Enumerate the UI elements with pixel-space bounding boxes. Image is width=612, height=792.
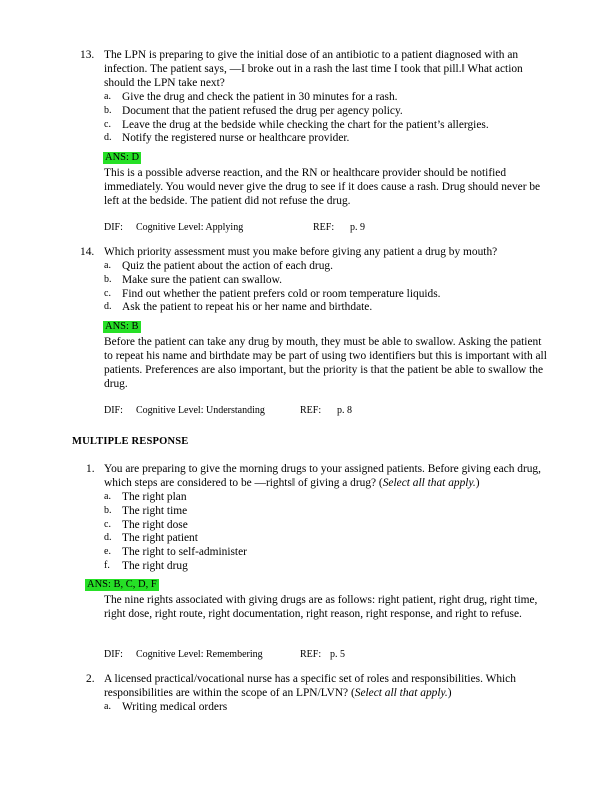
answer-highlight: ANS: D <box>105 152 140 163</box>
options-list <box>104 259 550 314</box>
option-c: c. The right dose <box>104 518 188 531</box>
rationale: This is a possible adverse reaction, and the RN or healthcare provider should be notified immediately. You would never give the drug to see if it does cause a rash. Drug should never be left at the bedside. The patient did not refuse the drug. <box>104 167 541 207</box>
question-stem: You are preparing to give the morning drugs to your assigned patients. Before giving each drug, which steps are considered to be —rights‖ of giving a drug? (Select all that apply.) <box>104 463 541 489</box>
ref-value: p. 9 <box>350 222 365 233</box>
option-d: d. Notify the registered nurse or healthcare provider. <box>104 132 350 145</box>
option-d: d. Ask the patient to repeat his or her name and birthdate. <box>104 301 373 314</box>
rationale: Before the patient can take any drug by mouth, they must be able to swallow. Asking the patient to repeat his name and birthdate may be part of using two identifiers but this is important with all patients. Preferences are also important, but the priority is that the patient be able to swallow the drug. <box>104 336 547 390</box>
ref-value: p. 8 <box>337 405 352 416</box>
option-a: a. Writing medical orders <box>104 701 228 713</box>
option-c: c. Leave the drug at the bedside while checking the chart for the patient’s allergies. <box>104 118 489 131</box>
dif-label: DIF: <box>104 649 123 660</box>
dif-value: Cognitive Level: Understanding <box>136 405 265 416</box>
options-list <box>104 700 550 714</box>
option-b: b. The right time <box>104 504 188 517</box>
ref-label: REF: <box>300 649 322 660</box>
question-stem: The LPN is preparing to give the initial dose of an antibiotic to a patient diagnosed with an infection. The patient says, —I broke out in a rash the last time I took that pill.‖ What action should the LPN take next? <box>104 49 523 89</box>
question-number: 13. <box>80 49 95 61</box>
select-all-note: Select all that apply. <box>382 477 476 489</box>
option-a: a. Give the drug and check the patient in 30 minutes for a rash. <box>104 91 398 103</box>
option-a: a. The right plan <box>104 491 187 503</box>
question-number: 14. <box>80 246 95 258</box>
question-stem: Which priority assessment must you make before giving any patient a drug by mouth? <box>104 246 498 258</box>
ref-label: REF: <box>313 222 335 233</box>
ref-value: p. 5 <box>330 649 345 660</box>
dif-label: DIF: <box>104 222 123 233</box>
option-c: c. Find out whether the patient prefers cold or room temperature liquids. <box>104 287 441 300</box>
dif-label: DIF: <box>104 405 123 416</box>
rationale: The nine rights associated with giving drugs are as follows: right patient, right drug, right time, right dose, right route, right documentation, right reason, right response, and right to refuse. <box>104 594 538 620</box>
answer-highlight: ANS: B, C, D, F <box>87 579 157 590</box>
select-all-note: Select all that apply. <box>354 687 448 699</box>
option-b: b. Document that the patient refused the drug per agency policy. <box>104 104 403 117</box>
option-e: e. The right to self-administer <box>104 546 247 559</box>
question-number: 2. <box>86 673 95 685</box>
question-stem: A licensed practical/vocational nurse has a specific set of roles and responsibilities. Which responsibilities are within the scope of an LPN/LVN? (Select all that apply.) <box>104 673 516 699</box>
option-a: a. Quiz the patient about the action of each drug. <box>104 260 333 272</box>
option-b: b. Make sure the patient can swallow. <box>104 273 282 286</box>
option-f: f. The right drug <box>104 559 188 572</box>
dif-value: Cognitive Level: Applying <box>136 222 244 233</box>
options-list <box>104 90 550 145</box>
ref-label: REF: <box>300 405 322 416</box>
options-list <box>104 490 550 573</box>
question-number: 1. <box>86 463 95 475</box>
option-d: d. The right patient <box>104 532 198 545</box>
dif-value: Cognitive Level: Remembering <box>136 649 263 660</box>
section-heading: MULTIPLE RESPONSE <box>72 436 189 447</box>
answer-highlight: ANS: B <box>105 321 139 332</box>
